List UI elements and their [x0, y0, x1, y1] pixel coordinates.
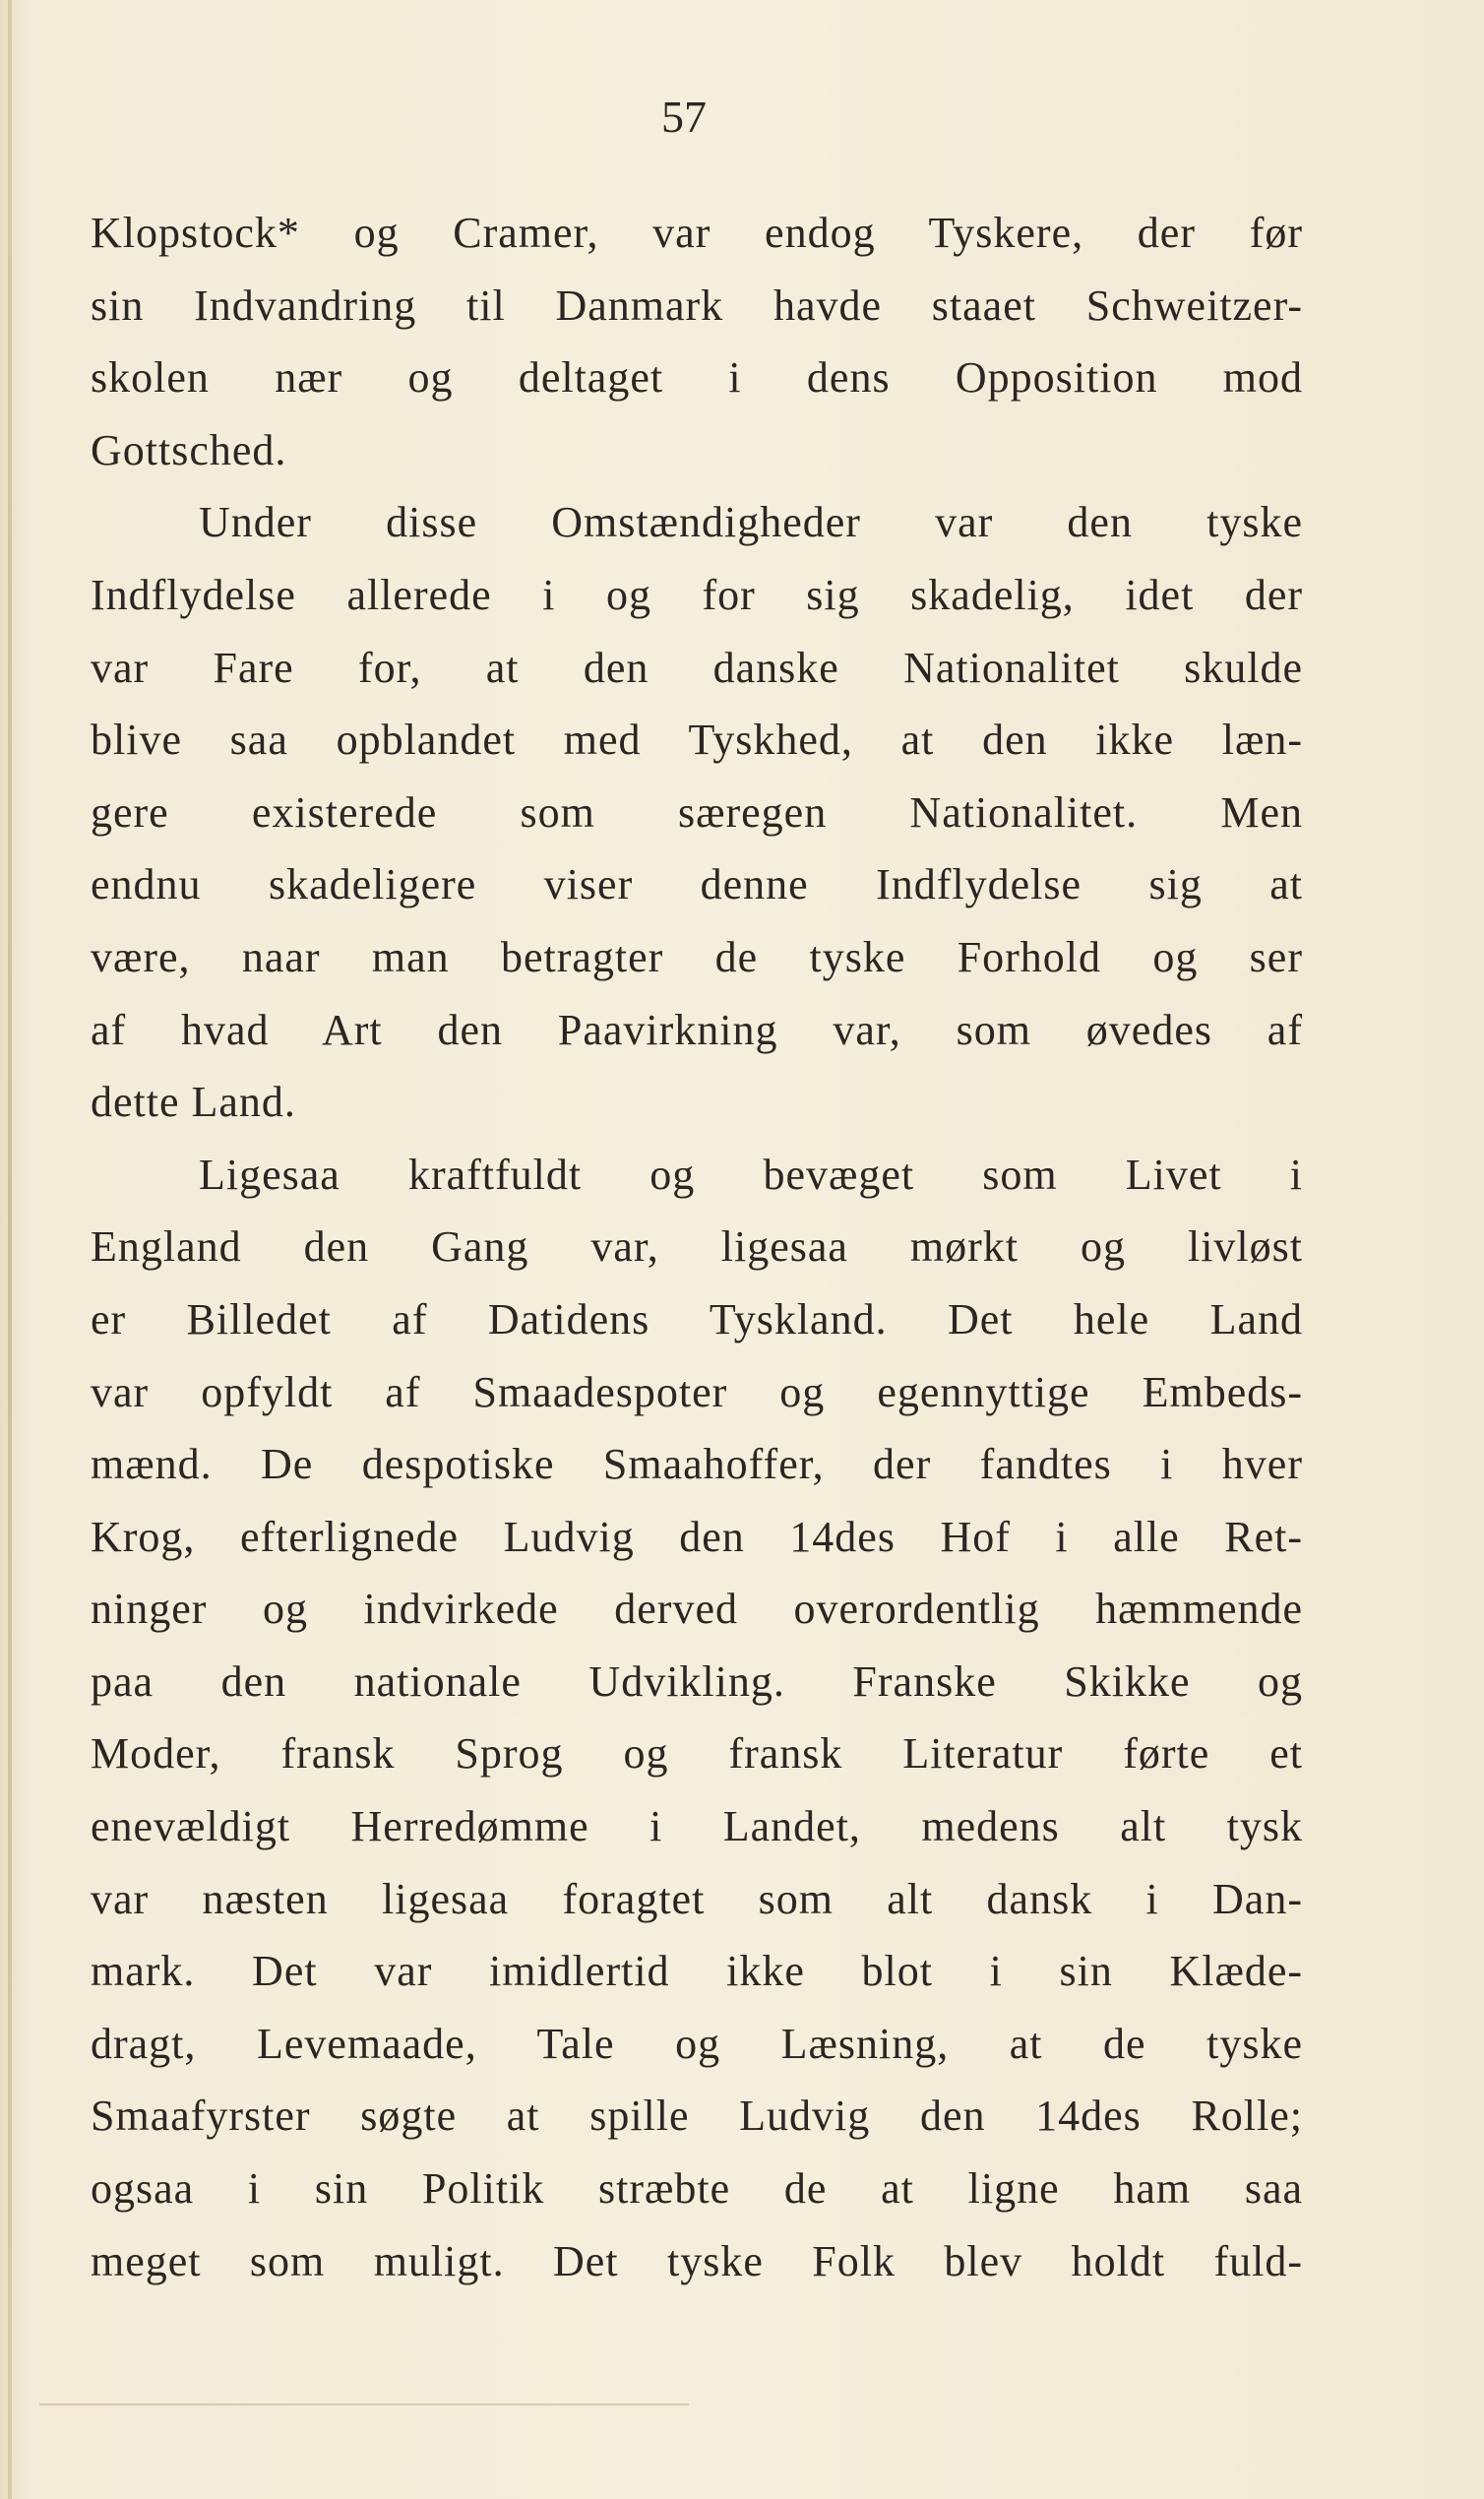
text-line: var Fare for, at den danske Nationalitet skulde [91, 643, 1303, 692]
text-line: ninger og indvirkede derved overordentlig hæmmende [91, 1585, 1303, 1634]
page-number: 57 [661, 92, 707, 142]
text-line: ogsaa i sin Politik stræbte de at ligne ham saa [91, 2164, 1303, 2214]
text-line: være, naar man betragter de tyske Forhold og ser [91, 932, 1303, 981]
text-line: sin Indvandring til Danmark havde staaet Schweitzer- [91, 281, 1303, 330]
text-line: blive saa opblandet med Tyskhed, at den ikke læn- [91, 716, 1303, 765]
bottom-rule [39, 2404, 689, 2405]
text-line: gere existerede som særegen Nationalitet. Men [91, 787, 1303, 837]
text-line: Ligesaa kraftfuldt og bevæget som Livet i [199, 1150, 1303, 1199]
text-line: skolen nær og deltaget i dens Opposition mod [91, 353, 1303, 403]
body-text [91, 197, 1303, 2297]
text-line: dette Land. [91, 1078, 296, 1127]
text-line: Moder, fransk Sprog og fransk Literatur førte et [91, 1729, 1303, 1779]
text-line: enevældigt Herredømme i Landet, medens alt tysk [91, 1802, 1303, 1851]
text-line: var næsten ligesaa foragtet som alt dansk i Dan- [91, 1874, 1303, 1923]
text-line: Gottsched. [91, 425, 287, 474]
text-line: endnu skadeligere viser denne Indflydelse sig at [91, 860, 1303, 909]
text-line: dragt, Levemaade, Tale og Læsning, at de tyske [91, 2019, 1303, 2068]
text-line: er Billedet af Datidens Tyskland. Det hele Land [91, 1294, 1303, 1343]
text-line: England den Gang var, ligesaa mørkt og livløst [91, 1222, 1303, 1272]
text-line: paa den nationale Udvikling. Franske Skikke og [91, 1656, 1303, 1706]
text-line: meget som muligt. Det tyske Folk blev holdt fuld- [91, 2236, 1303, 2285]
text-line: mark. Det var imidlertid ikke blot i sin Klæde- [91, 1947, 1303, 1996]
text-line: Klopstock* og Cramer, var endog Tyskere, der før [91, 209, 1303, 257]
text-line: var opfyldt af Smaadespoter og egennyttige Embeds- [91, 1367, 1303, 1416]
text-line: mænd. De despotiske Smaahoffer, der fandtes i hver [91, 1440, 1303, 1489]
text-line: af hvad Art den Paavirkning var, som øvedes af [91, 1005, 1303, 1054]
text-line: Krog, efterlignede Ludvig den 14des Hof i alle Ret- [91, 1512, 1303, 1561]
text-line: Indflydelse allerede i og for sig skadelig, idet der [91, 570, 1303, 619]
text-line: Smaafyrster søgte at spille Ludvig den 14des Rolle; [91, 2092, 1303, 2141]
text-line: Under disse Omstændigheder var den tyske [199, 498, 1303, 547]
page-binding-edge [8, 0, 12, 2499]
